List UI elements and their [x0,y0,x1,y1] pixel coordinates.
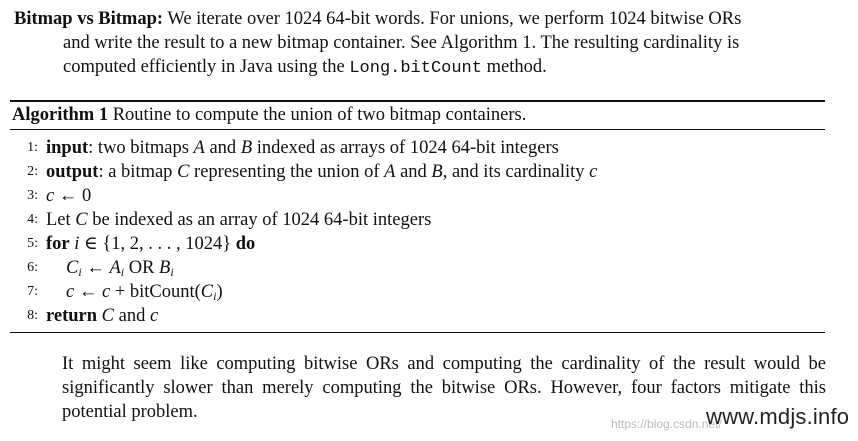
algorithm-line-1 [10,136,825,160]
line-number: 3: [27,188,38,203]
var-i: i [74,234,80,254]
algorithm-label: Algorithm 1 [12,105,109,125]
intro-line-3-text: computed efficiently in Java using the [63,57,345,77]
keyword-return: return [46,306,98,326]
line-text: : two bitmaps [88,138,189,158]
keyword-do: do [235,234,256,254]
var-card: c [46,186,55,206]
line-text: , and its cardinality [442,162,585,182]
keyword-output: output [46,162,99,182]
keyword-for: for [46,234,70,254]
intro-line-1 [14,7,840,31]
intro-paragraph [14,7,840,81]
close-paren: ) [216,282,223,302]
var-a: A [193,138,205,158]
var-card: c [589,162,598,182]
intro-line-1-text: We iterate over 1024 64-bit words. For unions, we perform 1024 bitwise ORs [167,9,742,29]
line-number: 8: [27,308,38,323]
line-number: 7: [27,284,38,299]
outro-paragraph: It might seem like computing bitwise ORs and computing the cardinality of the result would be significantly slower than merely computing the bitwise ORs. However, four factors mitigate this potential problem. [62,354,826,422]
var-c: C [101,306,115,326]
intro-line-3-end: method. [486,57,547,77]
line-text: and [118,306,146,326]
intro-line-3 [14,55,840,81]
algorithm-lines [10,130,825,332]
intro-heading: Bitmap vs Bitmap: [14,9,164,29]
var-b: B [159,258,171,278]
algorithm-line-3 [10,184,825,208]
line-text: Let [46,210,71,230]
var-card: c [66,282,75,302]
var-c: C [177,162,190,182]
site-watermark: www.mdjs.info [706,404,850,429]
index-set: {1, 2, . . . , 1024} [102,234,232,254]
algorithm-line-7 [10,280,825,304]
line-text: : a bitmap [98,162,173,182]
faint-watermark: https://blog.csdn.net/ [611,417,722,431]
line-text: 0 [81,186,92,206]
assign-arrow: ← [58,186,78,206]
var-a: A [109,258,121,278]
line-number: 1: [27,140,38,155]
subscript-i: i [78,265,82,279]
algorithm-caption [10,102,825,129]
code-long-bitcount: Long.bitCount [349,59,482,78]
subscript-i: i [120,265,125,279]
algorithm-line-4 [10,208,825,232]
function-bitcount: bitCount( [129,282,201,302]
line-number: 6: [27,260,38,275]
line-text: and [209,138,237,158]
keyword-input: input [46,138,89,158]
algorithm-line-5 [10,232,825,256]
line-number: 5: [27,236,38,251]
line-text: indexed as arrays of 1024 64-bit integers [256,138,559,158]
line-number: 4: [27,212,38,227]
assign-arrow: ← [78,282,98,302]
var-c: C [66,258,79,278]
line-number: 2: [27,164,38,179]
line-text: and [400,162,427,182]
line-text: representing the union of [194,162,380,182]
algorithm-line-8 [10,304,825,328]
line-text: be indexed as an array of 1024 64-bit integers [92,210,432,230]
var-b: B [431,162,443,182]
algorithm-line-2 [10,160,825,184]
var-card: c [149,306,159,326]
algorithm-line-6 [10,256,825,280]
var-c: C [75,210,88,230]
assign-arrow: ← [86,258,105,278]
subscript-i: i [170,265,174,279]
var-card: c [101,282,111,302]
subscript-i: i [213,289,217,303]
intro-line-2: and write the result to a new bitmap container. See Algorithm 1. The resulting cardinality is [63,33,740,53]
element-of-symbol: ∈ [84,234,98,254]
var-a: A [384,162,396,182]
algorithm-box [10,100,825,333]
algorithm-bottom-rule [10,332,825,333]
algorithm-caption-text: Routine to compute the union of two bitmap containers. [112,105,527,125]
plus-operator: + [114,282,126,302]
or-operator: OR [128,258,155,278]
var-c: C [200,282,214,302]
var-b: B [240,138,253,158]
